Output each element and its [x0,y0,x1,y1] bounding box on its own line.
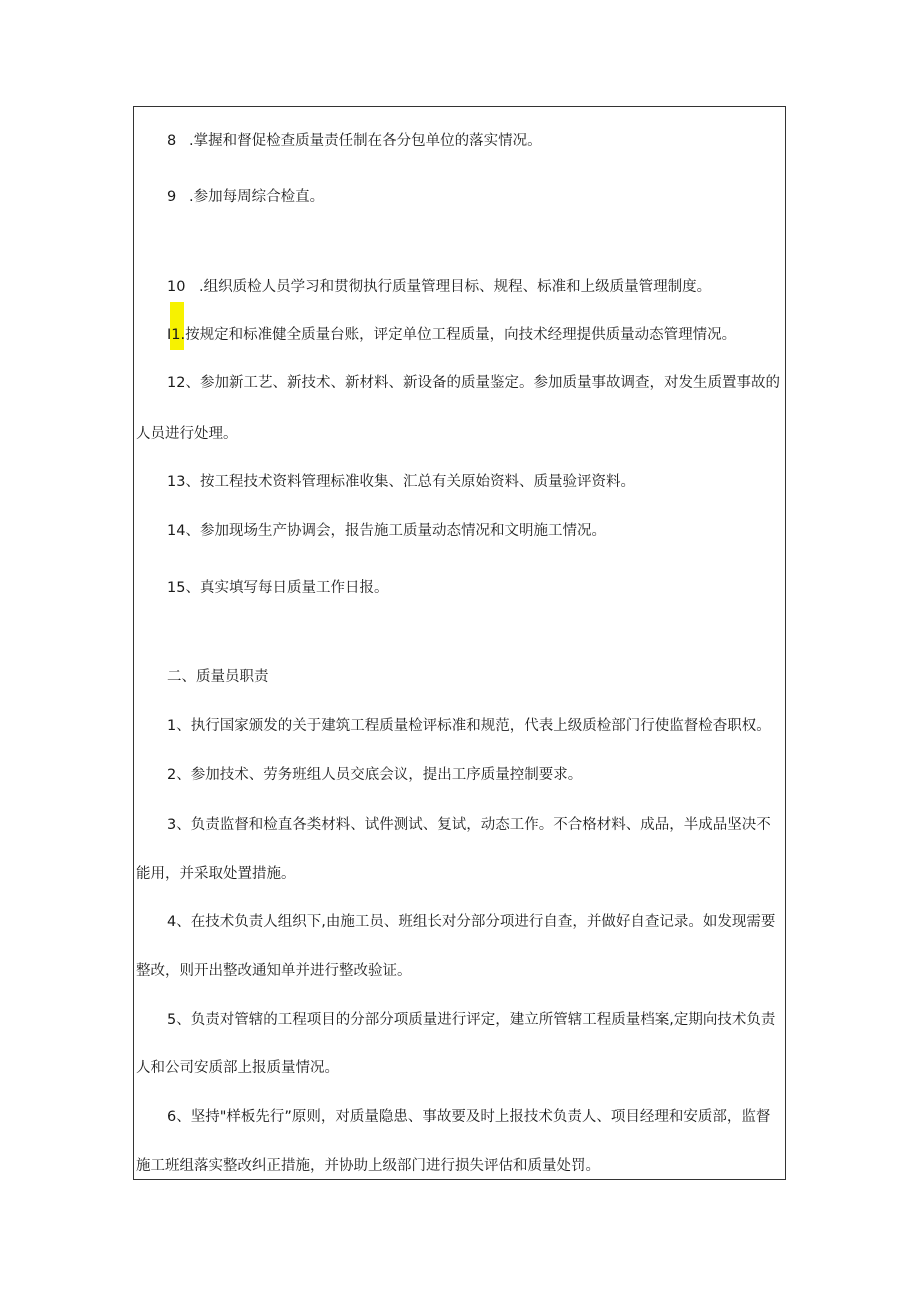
list-item-11: I1.按规定和标准健全质量台账，评定单位工程质量，向技术经理提供质量动态管理情况。 [167,327,737,343]
list-item-12-cont: 人员进行处理。 [136,426,238,442]
item-text: .组织质检人员学习和贯彻执行质量管理目标、规程、标准和上级质量管理制度。 [199,279,712,295]
duty-item-1: 1、执行国家颁发的关于建筑工程质量检评标准和规范，代表上级质检部门行使监督检杳职权。 [167,718,771,734]
duty-item-6-cont: 施工班组落实整改纠正措施，并协助上级部门进行损失评估和质量处罚。 [136,1158,600,1174]
list-item-13: 13、按工程技术资料管理标准收集、汇总有关原始资料、质量验评资料。 [167,474,635,490]
list-item-14: 14、参加现场生产协调会，报告施工质量动态情况和文明施工情况。 [167,523,606,539]
item-text: .掌握和督促检查质量责任制在各分包单位的落实情况。 [189,133,542,149]
item-number: 8 [167,133,177,149]
item-number: 9 [167,189,177,205]
duty-item-6: 6、坚持"样板先行”原则，对质量隐患、事故要及时上报技术负责人、项目经理和安质部，监督 [167,1109,771,1125]
item-text: .参加每周综合检直。 [189,189,325,205]
duty-item-3: 3、负责监督和检直各类材料、试件测试、复试，动态工作。不合格材料、成品，半成品坚决不 [167,817,771,833]
duty-item-3-cont: 能用，并采取处置措施。 [136,866,296,882]
item-number: 10 [167,279,186,295]
duty-item-4-cont: 整改，则开出整改通知单并进行整改验证。 [136,963,412,979]
list-item-9 [167,187,324,207]
list-item-12: 12、参加新工艺、新技术、新材料、新设备的质量鉴定。参加质量事故调查，对发生质置事故的 [167,375,780,391]
duty-item-4: 4、在技术负责人组织下,由施工员、班组长对分部分项进行自查，并做好自查记录。如发现需要 [167,914,776,930]
list-item-10 [167,277,711,297]
list-item-8 [167,131,542,151]
duty-item-5: 5、负责对管辖的工程项目的分部分项质量进行评定，建立所管辖工程质量档案,定期向技术负责 [167,1012,776,1028]
duty-item-2: 2、参加技术、劳务班组人员交底会议，提出工序质量控制要求。 [167,767,583,783]
list-item-15: 15、真实填写每日质量工作日报。 [167,580,389,596]
duty-item-5-cont: 人和公司安质部上报质量情况。 [136,1060,339,1076]
section-heading: 二、质量员职责 [167,669,269,685]
